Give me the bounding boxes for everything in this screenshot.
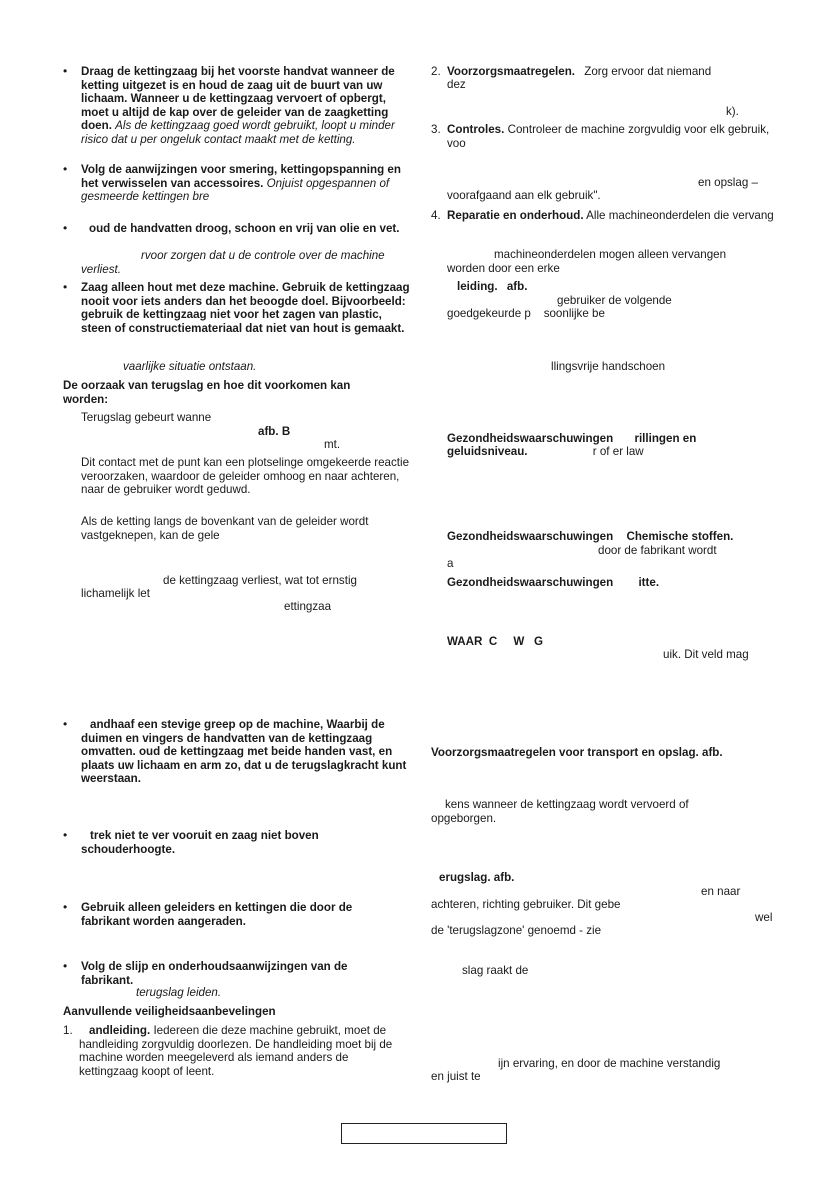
health-heat-label: Gezondheidswaarschuwingen	[447, 576, 614, 589]
repair-line3: worden door een erke	[447, 262, 560, 275]
item-manual	[79, 1024, 409, 1078]
bullet-dot: •	[63, 64, 68, 78]
dry-handles-reason: rvoor zorgen dat u de controle over de machine verliest.	[81, 249, 385, 276]
transport-text: kens wanneer de kettingzaag wordt vervoerd of	[445, 798, 689, 811]
transport-text2: opgeborgen.	[431, 812, 497, 825]
wood-only-reason: vaarlijke situatie ontstaan.	[123, 360, 257, 373]
item-checks	[447, 123, 777, 150]
item-number: 3.	[431, 123, 441, 136]
bullet-overreach: trek niet te ver vooruit en zaag niet boven schouderhoogte.	[81, 829, 319, 856]
kickback-contact-line: slag raakt de	[462, 964, 529, 977]
bullet-dot: •	[63, 717, 68, 731]
warning-text: uik. Dit veld mag	[663, 648, 749, 661]
kickback-p1a: Terugslag gebeurt wanne	[81, 411, 212, 424]
kickback-line1: en naar	[701, 885, 741, 898]
health-chemical-text2: a	[447, 557, 454, 570]
kickback-line2: achteren, richting gebruiker. Dit gebe	[431, 898, 621, 911]
bullet-wood-only: Zaag alleen hout met deze machine. Gebruik de kettingzaag nooit voor iets anders dan het beoogde doel. Bijvoorbeeld: gebruik de kettingzaag niet voor het zagen van plastic, steen of constructiemateriaal dat niet van hout is gemaakt.	[81, 281, 410, 335]
repair-label: Reparatie en onderhoud.	[447, 209, 584, 222]
item-number: 4.	[431, 209, 441, 222]
page-number-box	[341, 1123, 507, 1144]
repair-text: Alle machineonderdelen die vervang	[586, 209, 774, 222]
bullet-dry-handles	[81, 222, 411, 236]
warning-label: WAAR C W G	[447, 635, 543, 648]
health-vibration-label2: rillingen en	[634, 432, 697, 445]
health-chemical	[447, 530, 733, 544]
item-precautions	[447, 65, 711, 79]
dry-handles-instruction: oud de handvatten droog, schoon en vrij van olie en vet.	[89, 222, 400, 235]
manual-label: andleiding.	[89, 1024, 151, 1037]
kickback-p2: Dit contact met de punt kan een plotselinge omgekeerde reactie veroorzaken, waardoor de geleider omhoog en naar achteren, naar de gebruiker wordt geduwd.	[81, 456, 410, 497]
health-heat-label2: itte.	[638, 576, 660, 589]
bullet-dot: •	[63, 900, 68, 914]
ppe-approved-line: goedgekeurde p soonlijke be	[447, 307, 605, 320]
kickback-p4b: lichamelijk let	[81, 587, 150, 600]
kickback-line4: de 'terugslagzone' genoemd - zie	[431, 924, 602, 937]
ppe-user-line: gebruiker de volgende	[557, 294, 672, 307]
bullet-dot: •	[63, 959, 68, 973]
item-repair	[447, 209, 782, 223]
extra-safety-heading: Aanvullende veiligheidsaanbevelingen	[63, 1005, 276, 1018]
precautions-label: Voorzorgsmaatregelen.	[447, 65, 575, 78]
kickback-p4a: de kettingzaag verliest, wat tot ernstig	[163, 574, 357, 587]
bullet-dot: •	[63, 828, 68, 842]
sharpening-reason: terugslag leiden.	[136, 986, 222, 999]
bullet-firm-grip: andhaaf een stevige greep op de machine, Waarbij de duimen en vingers de handvatten van de kettingzaag omvatten. oud de kettingzaag met beide handen vast, en plaats uw lichaam en arm zo, dat u de terugslagkracht kunt weerstaan.	[81, 718, 407, 786]
precautions-tail: k).	[726, 105, 739, 118]
health-noise-text: r of er law	[592, 445, 644, 458]
carry-instruction: Draag de kettingzaag bij het voorste handvat wanneer de ketting uitgezet is en houd de zaag uit de buurt van uw lichaam. Wanneer u de kettingzaag vervoert of opbergt, moet u altijd de kap over de geleider van de zaagketting doen.	[81, 65, 395, 133]
checks-text: Controleer de machine zorgvuldig voor elk gebruik, voo	[447, 123, 770, 150]
ppe-gloves-line: llingsvrije handschoen	[551, 360, 666, 373]
experience-line2: en juist te	[431, 1070, 481, 1083]
health-noise-label: geluidsniveau.	[447, 445, 528, 458]
experience-line: ijn ervaring, en door de machine verstandig	[498, 1057, 721, 1070]
checks-label: Controles.	[447, 123, 505, 136]
bullet-lubrication	[81, 163, 411, 204]
bullet-dot: •	[63, 162, 68, 176]
transport-heading: Voorzorgsmaatregelen voor transport en opslag. afb.	[431, 746, 723, 759]
lubrication-instruction: Volg de aanwijzingen voor smering, kettingopspanning en het verwisselen van accessoires.	[81, 163, 401, 190]
lubrication-reason: Onjuist opgespannen of gesmeerde kettingen bre	[81, 176, 390, 204]
item-number: 1.	[63, 1024, 73, 1037]
kickback-p4c: ettingzaa	[284, 600, 332, 613]
precautions-text: Zorg ervoor dat niemand	[584, 65, 712, 78]
health-noise	[447, 445, 644, 459]
ppe-label: leiding.	[457, 280, 498, 293]
health-chemical-text: door de fabrikant wordt	[598, 544, 717, 557]
bullet-dot: •	[63, 221, 68, 235]
bullet-approved-guides: Gebruik alleen geleiders en kettingen die door de fabrikant worden aangeraden.	[81, 901, 353, 928]
precautions-cont: dez	[447, 78, 466, 91]
kickback-p1c: mt.	[324, 438, 341, 451]
health-chemical-label2: Chemische stoffen.	[626, 530, 734, 543]
health-chemical-label: Gezondheidswaarschuwingen	[447, 530, 614, 543]
health-vibration	[447, 432, 696, 446]
health-heat	[447, 576, 659, 590]
kickback-p3: Als de ketting langs de bovenkant van de geleider wordt vastgeknepen, kan de gele	[81, 515, 369, 542]
bullet-sharpening: Volg de slijp en onderhoudsaanwijzingen van de fabrikant.	[81, 960, 348, 987]
kickback-line3: wel	[755, 911, 773, 924]
item-number: 2.	[431, 65, 441, 78]
ppe-heading	[457, 280, 527, 294]
health-vibration-label: Gezondheidswaarschuwingen	[447, 432, 614, 445]
repair-line2: machineonderdelen mogen alleen vervangen	[494, 248, 727, 261]
bullet-carry-chainsaw	[81, 65, 411, 147]
kickback-section-heading: erugslag. afb.	[439, 871, 515, 884]
checks-tail1: en opslag –	[698, 176, 758, 189]
bullet-dot: •	[63, 280, 68, 294]
ppe-figure-ref: afb.	[506, 280, 528, 293]
kickback-heading: De oorzaak van terugslag en hoe dit voorkomen kan worden:	[63, 379, 351, 406]
kickback-p1b: afb. B	[258, 425, 291, 438]
carry-reason: Als de kettingzaag goed wordt gebruikt, loopt u minder risico dat u per ongeluk contact maakt met de ketting.	[81, 119, 395, 146]
manual-text: Iedereen die deze machine gebruikt, moet de handleiding zorgvuldig doorlezen. De handleiding moet bij de machine worden meegeleverd als iemand anders de kettingzaag koopt of leent.	[79, 1024, 393, 1078]
checks-tail2: voorafgaand aan elk gebruik".	[447, 189, 601, 202]
